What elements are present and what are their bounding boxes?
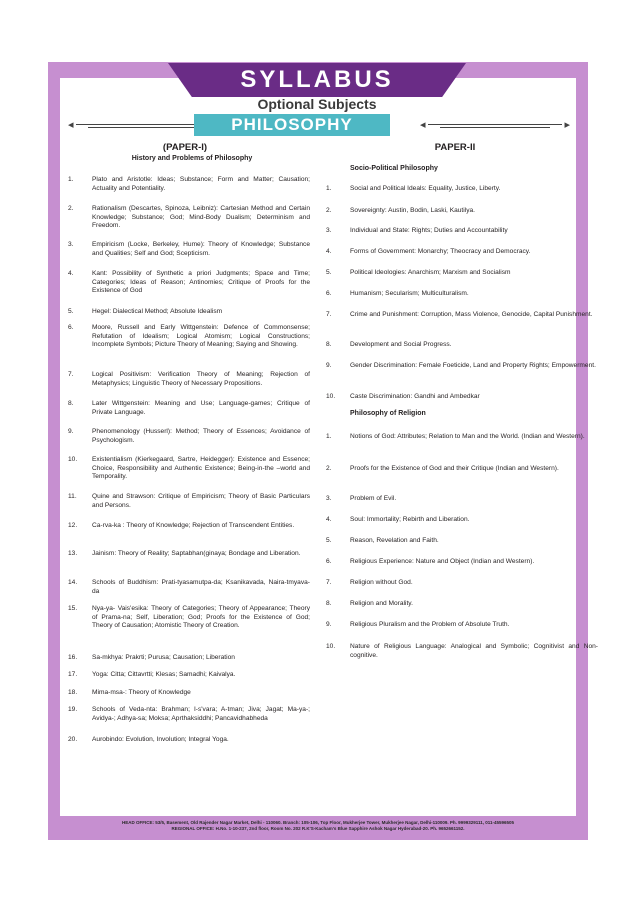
item-number: 9.: [326, 621, 332, 628]
item-number: 20.: [68, 736, 78, 743]
item-number: 6.: [326, 290, 332, 297]
item-text: Notions of God: Attributes; Relation to Man and the World. (Indian and Western).: [350, 433, 585, 440]
ornament-end-icon: ◂: [420, 119, 426, 131]
item-number: 14.: [68, 579, 78, 586]
item-text: Ca-rva-ka : Theory of Knowledge; Rejection of Transcendent Entities.: [92, 522, 295, 529]
item-number: 15.: [68, 605, 78, 612]
item-number: 9.: [326, 362, 332, 369]
item-text: Development and Social Progress.: [350, 341, 452, 348]
item-number: 1.: [326, 433, 332, 440]
item-number: 2.: [68, 205, 74, 212]
item-number: 5.: [68, 308, 74, 315]
paper1-section-title: History and Problems of Philosophy: [131, 155, 253, 162]
item-number: 10.: [68, 456, 78, 463]
item-number: 10.: [326, 643, 336, 650]
item-text: Rationalism (Descartes, Spinoza, Leibniz): Cartesian Method and Certain Knowledge; Substance; God; Mind-Body Dualism; Determinism and Freedom.: [92, 205, 310, 230]
paper2-section2-title: Philosophy of Religion: [350, 410, 426, 417]
item-text: Social and Political Ideals: Equality, Justice, Liberty.: [350, 185, 501, 192]
item-text: Soul: Immortality; Rebirth and Liberation.: [350, 516, 470, 523]
item-text: Nya-ya- Vais'esika: Theory of Categories; Theory of Appearance; Theory of Prama-na; Self, Liberation; God; Proofs for the Existence of God; Theory of Causation; Atomistic Theory of Creation.: [92, 605, 310, 630]
item-number: 9.: [68, 428, 74, 435]
item-text: Caste Discrimination: Gandhi and Ambedkar: [350, 393, 480, 400]
item-text: Individual and State: Rights; Duties and Accountability: [350, 227, 508, 234]
item-text: Phenomenology (Husserl): Method; Theory of Essences; Avoidance of Psychologism.: [92, 428, 310, 444]
item-number: 5.: [326, 537, 332, 544]
item-text: Problem of Evil.: [350, 495, 397, 502]
item-text: Crime and Punishment: Corruption, Mass Violence, Genocide, Capital Punishment.: [350, 311, 593, 318]
paper2-heading: PAPER-II: [434, 142, 476, 153]
paper2-section1-title: Socio-Political Philosophy: [350, 165, 438, 172]
item-text: Gender Discrimination: Female Foeticide, Land and Property Rights; Empowerment.: [350, 362, 596, 369]
item-number: 5.: [326, 269, 332, 276]
item-number: 7.: [68, 371, 74, 378]
footer-regional-office: REGIONAL OFFICE: H.No. 1-10-237, 2nd floor, Room No. 202 R.K'S-Kacham's Blue Sapphire Ashok Nagar Hyderabad-20. Ph. 9652661152.: [171, 826, 465, 831]
item-number: 18.: [68, 689, 78, 696]
footer: [60, 820, 576, 832]
item-number: 1.: [68, 176, 74, 183]
footer-head-office: HEAD OFFICE: 53/5, Basement, Old Rajender Nagar Market, Delhi - 110060. Branch: 105-106, Top Floor, Mukherjee Tower, Mukherjee Nagar, Delhi-110009. Ph. 9999329111, 011-45596505: [121, 820, 514, 825]
item-text: Hegel: Dialectical Method; Absolute Idealism: [92, 308, 223, 315]
item-number: 7.: [326, 311, 332, 318]
item-text: Later Wittgenstein: Meaning and Use; Language-games; Critique of Private Language.: [92, 400, 310, 416]
item-number: 2.: [326, 207, 332, 214]
item-number: 1.: [326, 185, 332, 192]
item-text: Empiricism (Locke, Berkeley, Hume): Theory of Knowledge; Substance and Qualities; Self and God; Scepticism.: [92, 241, 310, 257]
item-text: Religious Experience: Nature and Object (Indian and Western).: [350, 558, 535, 565]
item-number: 4.: [68, 270, 74, 277]
item-text: Kant: Possibility of Synthetic a priori Judgments; Space and Time; Categories; Ideas of Reason; Antinomies; Critique of Proofs for the Existence of God: [92, 270, 310, 295]
item-text: Schools of Buddhism: Prati-tyasamutpa-da; Ksanikavada, Naira-tmyava-da: [92, 579, 310, 595]
item-text: Yoga: Citta; Cittavrtti; Klesas; Samadhi; Kaivalya.: [92, 671, 236, 678]
item-number: 19.: [68, 706, 78, 713]
item-text: Logical Positivism: Verification Theory of Meaning; Rejection of Metaphysics; Linguistic Theory of Necessary Propositions.: [92, 371, 310, 387]
item-number: 4.: [326, 516, 332, 523]
syllabus-title: SYLLABUS: [240, 66, 394, 93]
item-text: Existentialism (Kierkegaard, Sartre, Heidegger): Existence and Essence; Choice, Responsibility and Authentic Existence; Being-in-the –world and Temporality.: [92, 456, 310, 481]
item-text: Sovereignty: Austin, Bodin, Laski, Kautilya.: [350, 207, 475, 214]
ornament-end-icon: ▸: [564, 119, 570, 131]
item-text: Aurobindo: Evolution, Involution; Integral Yoga.: [92, 736, 229, 743]
item-text: Reason, Revelation and Faith.: [350, 537, 439, 544]
item-number: 4.: [326, 248, 332, 255]
item-number: 6.: [326, 558, 332, 565]
paper1-heading: (PAPER-I): [162, 142, 208, 153]
item-text: Religion without God.: [350, 579, 413, 586]
item-text: Nature of Religious Language: Analogical and Symbolic; Cognitivist and Non- cognitive.: [350, 643, 598, 659]
right-ornament: [420, 118, 570, 132]
item-number: 11.: [68, 493, 77, 500]
item-number: 3.: [326, 227, 332, 234]
subject-title: PHILOSOPHY: [194, 114, 390, 136]
item-number: 12.: [68, 522, 78, 529]
item-number: 3.: [68, 241, 74, 248]
item-text: Sa-mkhya: Prakrti; Purusa; Causation; Liberation: [92, 654, 235, 661]
item-text: Humanism; Secularism; Multiculturalism.: [350, 290, 469, 297]
item-number: 2.: [326, 465, 332, 472]
item-number: 3.: [326, 495, 332, 502]
item-text: Religious Pluralism and the Problem of Absolute Truth.: [350, 621, 510, 628]
item-number: 13.: [68, 550, 78, 557]
item-number: 17.: [68, 671, 78, 678]
item-text: Political Ideologies: Anarchism; Marxism and Socialism: [350, 269, 511, 276]
item-text: Forms of Government: Monarchy; Theocracy and Democracy.: [350, 248, 531, 255]
item-text: Mima-msa-: Theory of Knowledge: [92, 689, 191, 696]
item-number: 8.: [68, 400, 74, 407]
item-text: Jainism: Theory of Reality; Saptabhan(ginaya; Bondage and Liberation.: [92, 550, 301, 557]
optional-subjects-subtitle: Optional Subjects: [257, 96, 377, 112]
item-text: Plato and Aristotle: Ideas; Substance; Form and Matter; Causation; Actuality and Potentiality.: [92, 176, 310, 192]
item-text: Religion and Morality.: [350, 600, 413, 607]
item-number: 8.: [326, 341, 332, 348]
item-number: 16.: [68, 654, 78, 661]
item-text: Schools of Veda-nta: Brahman; I-s'vara; A-tman; Jiva; Jagat; Ma-ya-; Avidya-; Adhya-sa; Moksa; Aprthaksiddhi; Pancavidhabheda: [92, 706, 310, 722]
item-text: Proofs for the Existence of God and their Critique (Indian and Western).: [350, 465, 559, 472]
item-number: 10.: [326, 393, 336, 400]
item-number: 7.: [326, 579, 332, 586]
item-number: 8.: [326, 600, 332, 607]
item-text: Quine and Strawson: Critique of Empiricism; Theory of Basic Particulars and Persons.: [92, 493, 310, 509]
item-number: 6.: [68, 324, 74, 331]
item-text: Moore, Russell and Early Wittgenstein: Defence of Commonsense; Refutation of Idealism; Logical Atomism; Logical Constructions; Incomplete Symbols; Picture Theory of Meaning; Saying and Showing.: [92, 324, 310, 349]
ornament-end-icon: ◂: [68, 119, 74, 131]
